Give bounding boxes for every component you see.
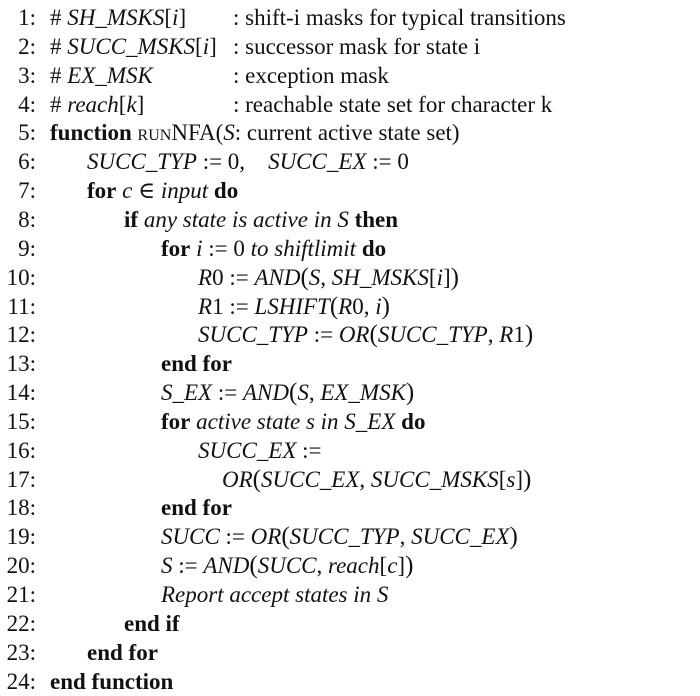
line-number: 16: bbox=[6, 437, 36, 463]
algorithm-line bbox=[0, 465, 700, 494]
code-token: end for bbox=[161, 351, 232, 377]
line-number: 15: bbox=[6, 408, 36, 434]
code-token: SH_MSKS bbox=[331, 264, 429, 290]
algorithm-line bbox=[0, 667, 700, 696]
code-token: NFA( bbox=[171, 120, 224, 146]
code-token: , bbox=[359, 466, 371, 492]
code-text bbox=[198, 263, 459, 292]
line-number: 23: bbox=[6, 639, 36, 665]
code-token: , bbox=[487, 322, 500, 348]
algorithm-line bbox=[0, 3, 700, 32]
code-token: SUCC_EX bbox=[198, 437, 297, 463]
code-token: # bbox=[50, 62, 68, 88]
algorithm-line bbox=[0, 580, 700, 609]
line-number: 24: bbox=[6, 668, 36, 694]
line-number: 11: bbox=[7, 293, 36, 319]
code-token: ( bbox=[300, 263, 309, 291]
algorithm-line bbox=[0, 118, 700, 147]
code-token: SUCC_TYP bbox=[377, 322, 488, 348]
line-number: 18: bbox=[6, 495, 36, 521]
code-token: ] bbox=[209, 33, 217, 59]
code-token: SUCC_EX bbox=[268, 149, 367, 175]
line-number: 3: bbox=[18, 62, 36, 88]
line-comment: : successor mask for state i bbox=[233, 33, 481, 59]
code-token: S bbox=[297, 380, 309, 406]
code-token: , bbox=[320, 264, 332, 290]
code-text bbox=[161, 378, 414, 407]
code-token: S bbox=[308, 264, 321, 290]
code-token: i bbox=[172, 5, 179, 30]
code-token: := 0, bbox=[196, 149, 269, 175]
code-token: ] bbox=[178, 5, 187, 30]
code-text bbox=[50, 118, 460, 147]
code-token: SUCC_TYP bbox=[289, 524, 400, 550]
code-token: ) bbox=[450, 263, 459, 291]
code-token: SUCC_EX bbox=[261, 466, 360, 492]
line-number: 8: bbox=[18, 206, 36, 232]
algorithm-line bbox=[0, 407, 700, 436]
algorithm-line bbox=[0, 32, 700, 61]
algorithm-line bbox=[0, 609, 700, 638]
line-number: 5: bbox=[18, 120, 36, 146]
code-token: end for bbox=[87, 639, 158, 665]
code-token: [ bbox=[428, 264, 437, 290]
code-token: [ bbox=[118, 91, 127, 117]
code-token: # bbox=[50, 5, 68, 30]
code-token: EX_MSK bbox=[320, 380, 406, 406]
line-number: 14: bbox=[6, 380, 36, 406]
code-token: if bbox=[124, 206, 139, 232]
algorithm-line bbox=[0, 551, 700, 580]
code-token: reach bbox=[67, 91, 119, 117]
code-text bbox=[161, 349, 232, 378]
code-token: , bbox=[308, 380, 321, 406]
code-token: ] bbox=[397, 553, 406, 579]
code-token: 0 := bbox=[212, 264, 255, 290]
code-token: s bbox=[506, 466, 516, 492]
code-token: OR bbox=[222, 466, 253, 492]
code-token: ∈ bbox=[132, 178, 161, 204]
code-token: : current active state set) bbox=[234, 120, 460, 146]
line-number: 9: bbox=[18, 235, 36, 261]
code-token: ) bbox=[509, 523, 518, 551]
code-token: OR bbox=[338, 322, 370, 348]
code-token: ) bbox=[524, 321, 534, 349]
code-text bbox=[50, 61, 153, 90]
code-token: i bbox=[202, 33, 210, 59]
code-token: ] bbox=[515, 466, 523, 492]
algorithm-line bbox=[0, 292, 700, 321]
code-token: := bbox=[307, 322, 339, 348]
algorithm-line bbox=[0, 349, 700, 378]
code-token: SUCC_TYP bbox=[198, 322, 308, 348]
code-text bbox=[222, 465, 531, 494]
code-token: [ bbox=[498, 466, 507, 492]
code-text bbox=[198, 292, 390, 321]
algorithm-line bbox=[0, 436, 700, 465]
algorithm-line bbox=[0, 522, 700, 551]
code-token: := bbox=[172, 553, 204, 579]
code-token: i bbox=[436, 264, 443, 290]
code-token: end function bbox=[50, 668, 174, 694]
code-token: := bbox=[219, 524, 251, 550]
code-text bbox=[161, 551, 413, 580]
code-token: EX_MSK bbox=[67, 62, 153, 88]
code-text bbox=[50, 667, 173, 696]
code-token: := 0 bbox=[202, 235, 251, 261]
code-token: LSHIFT bbox=[254, 293, 330, 319]
line-number: 17: bbox=[6, 466, 36, 492]
code-text bbox=[87, 176, 238, 205]
code-text bbox=[87, 638, 158, 667]
code-token: ) bbox=[405, 552, 414, 580]
code-token: end if bbox=[124, 610, 180, 636]
code-token: ) bbox=[405, 379, 415, 407]
code-token: run bbox=[137, 120, 172, 146]
code-text bbox=[50, 3, 186, 32]
algorithm-line bbox=[0, 61, 700, 90]
code-token: # bbox=[50, 91, 68, 117]
code-token: ( bbox=[369, 321, 378, 349]
code-text bbox=[198, 320, 533, 349]
line-number: 22: bbox=[6, 610, 36, 636]
code-token: S bbox=[161, 553, 173, 579]
algorithm-line bbox=[0, 378, 700, 407]
line-number: 13: bbox=[6, 351, 36, 377]
algorithm-line bbox=[0, 234, 700, 263]
code-token: ( bbox=[281, 523, 290, 551]
code-token: 1 := bbox=[212, 293, 255, 319]
code-token: SUCC_MSKS bbox=[67, 33, 196, 59]
code-token: for bbox=[161, 408, 191, 434]
algorithm-line bbox=[0, 493, 700, 522]
code-token: to shiftlimit bbox=[250, 235, 357, 261]
code-token: c bbox=[387, 553, 398, 579]
line-number: 6: bbox=[18, 149, 36, 175]
code-token: [ bbox=[195, 33, 203, 59]
code-token: function bbox=[50, 120, 132, 146]
code-text bbox=[161, 522, 518, 551]
code-token: S_EX bbox=[161, 380, 213, 406]
line-number: 4: bbox=[18, 91, 36, 117]
code-token: S bbox=[223, 120, 235, 146]
code-token: AND bbox=[203, 553, 250, 579]
code-token: reach bbox=[328, 553, 380, 579]
code-token: SUCC_MSKS bbox=[370, 466, 499, 492]
line-number: 7: bbox=[18, 178, 36, 204]
code-token: input bbox=[160, 178, 209, 204]
code-token: i bbox=[375, 293, 382, 319]
code-text bbox=[198, 436, 322, 465]
code-token: ( bbox=[329, 292, 339, 320]
code-text bbox=[124, 205, 398, 234]
code-token: # bbox=[50, 33, 68, 59]
code-token: ] bbox=[136, 91, 145, 117]
code-text bbox=[161, 493, 232, 522]
code-token: ] bbox=[442, 264, 451, 290]
line-number: 21: bbox=[6, 582, 36, 607]
code-token: SUCC_EX bbox=[411, 524, 510, 550]
code-token: R bbox=[499, 322, 514, 348]
line-comment: : reachable state set for character k bbox=[233, 91, 553, 117]
code-token: OR bbox=[250, 524, 282, 550]
algorithm-line bbox=[0, 638, 700, 667]
algorithm-line bbox=[0, 176, 700, 205]
code-token: active state s in S_EX bbox=[196, 408, 396, 434]
line-comment: : shift-i masks for typical transitions bbox=[233, 5, 566, 30]
line-number: 2: bbox=[18, 33, 36, 59]
line-comment: : exception mask bbox=[233, 62, 389, 88]
code-text bbox=[124, 609, 180, 638]
code-token: SUCC bbox=[257, 553, 317, 579]
code-token: [ bbox=[164, 5, 173, 30]
algorithm-line bbox=[0, 90, 700, 119]
code-token: 0, bbox=[352, 293, 376, 319]
code-token: k bbox=[126, 91, 137, 117]
code-token: SUCC bbox=[161, 524, 220, 550]
code-token: AND bbox=[254, 264, 301, 290]
code-token: do bbox=[213, 178, 239, 204]
code-token: SUCC_TYP bbox=[87, 149, 197, 175]
code-token: ) bbox=[381, 292, 390, 320]
code-token: , bbox=[316, 553, 328, 579]
line-number: 12: bbox=[6, 322, 36, 348]
code-token: do bbox=[361, 235, 387, 261]
algorithm-line bbox=[0, 205, 700, 234]
code-token: for bbox=[87, 178, 117, 204]
code-token: R bbox=[198, 293, 213, 319]
code-token: 1 bbox=[513, 322, 525, 348]
code-token: ) bbox=[522, 465, 532, 493]
code-token: R bbox=[198, 264, 213, 290]
code-token: := 0 bbox=[366, 149, 409, 175]
code-token: AND bbox=[242, 380, 289, 406]
code-token: := bbox=[296, 437, 322, 463]
code-token: ( bbox=[249, 552, 258, 580]
line-number: 10: bbox=[6, 264, 36, 290]
code-text bbox=[161, 234, 386, 263]
code-token: then bbox=[354, 206, 399, 232]
code-text bbox=[161, 580, 388, 609]
code-token: ( bbox=[288, 379, 298, 407]
code-text bbox=[50, 90, 144, 119]
code-token: := bbox=[212, 380, 243, 406]
code-text bbox=[87, 147, 409, 176]
code-token: , bbox=[399, 524, 412, 550]
code-token: ( bbox=[252, 465, 261, 493]
code-token: SH_MSKS bbox=[67, 5, 165, 30]
line-number: 20: bbox=[6, 553, 36, 579]
code-token: i bbox=[196, 235, 203, 261]
code-token: do bbox=[401, 408, 426, 434]
code-token: for bbox=[161, 235, 191, 261]
code-token: [ bbox=[379, 553, 388, 579]
code-token: R bbox=[338, 293, 353, 319]
code-token: Report accept states in S bbox=[161, 582, 389, 607]
algorithm-line bbox=[0, 147, 700, 176]
line-number: 1: bbox=[18, 5, 36, 30]
code-text bbox=[161, 407, 425, 436]
line-number: 19: bbox=[6, 524, 36, 550]
algorithm-line bbox=[0, 263, 700, 292]
algorithm-line bbox=[0, 320, 700, 349]
code-token: c bbox=[122, 178, 133, 204]
code-token: end for bbox=[161, 495, 232, 521]
code-text bbox=[50, 32, 217, 61]
code-token: any state is active in S bbox=[143, 206, 349, 232]
